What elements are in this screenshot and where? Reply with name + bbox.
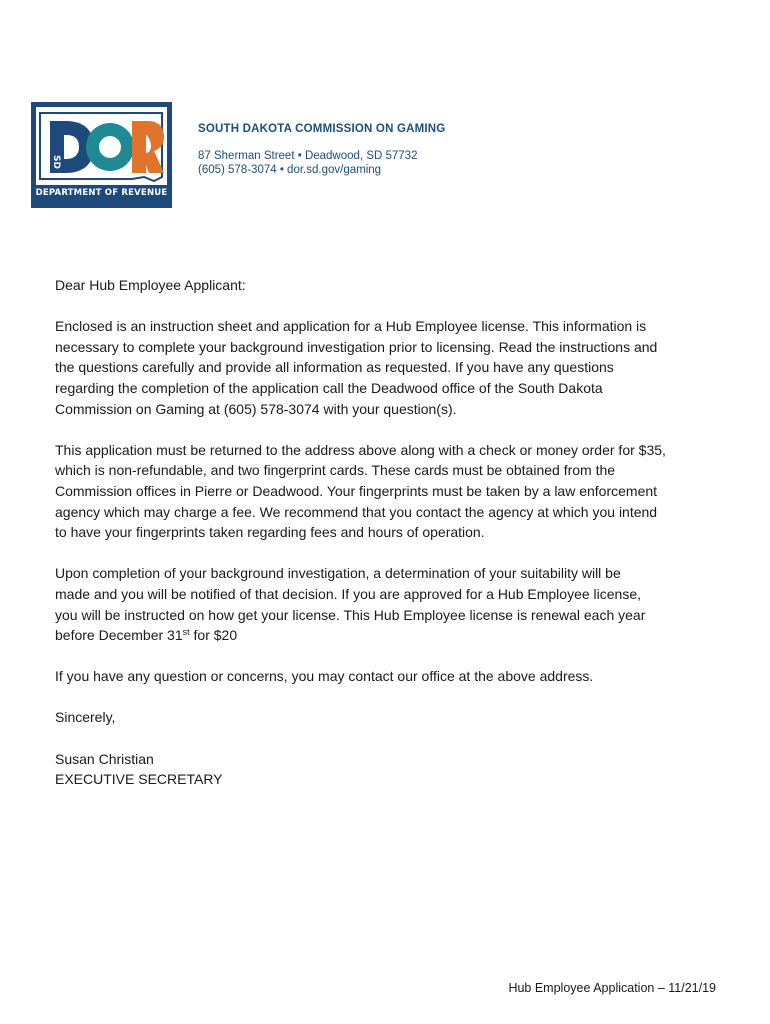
paragraph-line: necessary to complete your background investigation prior to licensing. Read the instructions and: [55, 338, 658, 355]
paragraph-line: the questions carefully and provide all information as requested. If you have any questions: [55, 359, 614, 376]
signer-title: EXECUTIVE SECRETARY: [55, 771, 223, 788]
closing: Sincerely,: [55, 709, 116, 726]
paragraph-line: regarding the completion of the application call the Deadwood office of the South Dakota: [55, 379, 603, 396]
paragraph-2: [55, 440, 725, 543]
paragraph-line: to have your fingerprints taken regarding fees and hours of operation.: [55, 524, 485, 541]
renewal-before: before December 31: [55, 627, 183, 644]
logo-state: SD: [51, 155, 61, 169]
renewal-after: for $20: [189, 627, 238, 644]
paragraph-line: This application must be returned to the address above along with a check or money order for $35,: [55, 441, 666, 458]
paragraph-line: which is non-refundable, and two fingerprint cards. These cards must be obtained from the: [55, 462, 616, 479]
signer-name: Susan Christian: [55, 750, 154, 767]
signature-block: [55, 749, 725, 790]
paragraph-line: agency which may charge a fee. We recommend that you contact the agency at which you intend: [55, 503, 658, 520]
agency-name: SOUTH DAKOTA COMMISSION ON GAMING: [198, 123, 446, 135]
paragraph-3: [55, 563, 725, 645]
paragraph-line: Enclosed is an instruction sheet and application for a Hub Employee license. This information is: [55, 318, 647, 335]
paragraph-line-last: [55, 625, 725, 646]
paragraph-line: Upon completion of your background investigation, a determination of your suitability will be: [55, 565, 621, 582]
renewal-date-suffix: st: [182, 627, 190, 638]
logo-graphic: [36, 107, 167, 185]
logo-mark: [36, 107, 167, 185]
letter-body: [55, 275, 725, 810]
agency-address: 87 Sherman Street • Deadwood, SD 57732: [198, 150, 418, 162]
page-footer: Hub Employee Application – 11/21/19: [508, 981, 716, 995]
paragraph-line: made and you will be notified of that decision. If you are approved for a Hub Employee license,: [55, 585, 642, 602]
agency-contact: (605) 578-3074 • dor.sd.gov/gaming: [198, 164, 382, 176]
paragraph-line: Commission offices in Pierre or Deadwood. Your fingerprints must be taken by a law enforcement: [55, 482, 658, 499]
dor-logo: [31, 102, 172, 208]
paragraph-1: [55, 316, 725, 419]
paragraph-line: Commission on Gaming at (605) 578-3074 with your question(s).: [55, 400, 457, 417]
paragraph-4: If you have any question or concerns, you may contact our office at the above address.: [55, 668, 594, 685]
paragraph-line: you will be instructed on how get your license. This Hub Employee license is renewal each year: [55, 606, 646, 623]
agency-block: [198, 123, 445, 176]
logo-caption: DEPARTMENT OF REVENUE: [35, 188, 168, 198]
salutation: Dear Hub Employee Applicant:: [55, 277, 246, 293]
